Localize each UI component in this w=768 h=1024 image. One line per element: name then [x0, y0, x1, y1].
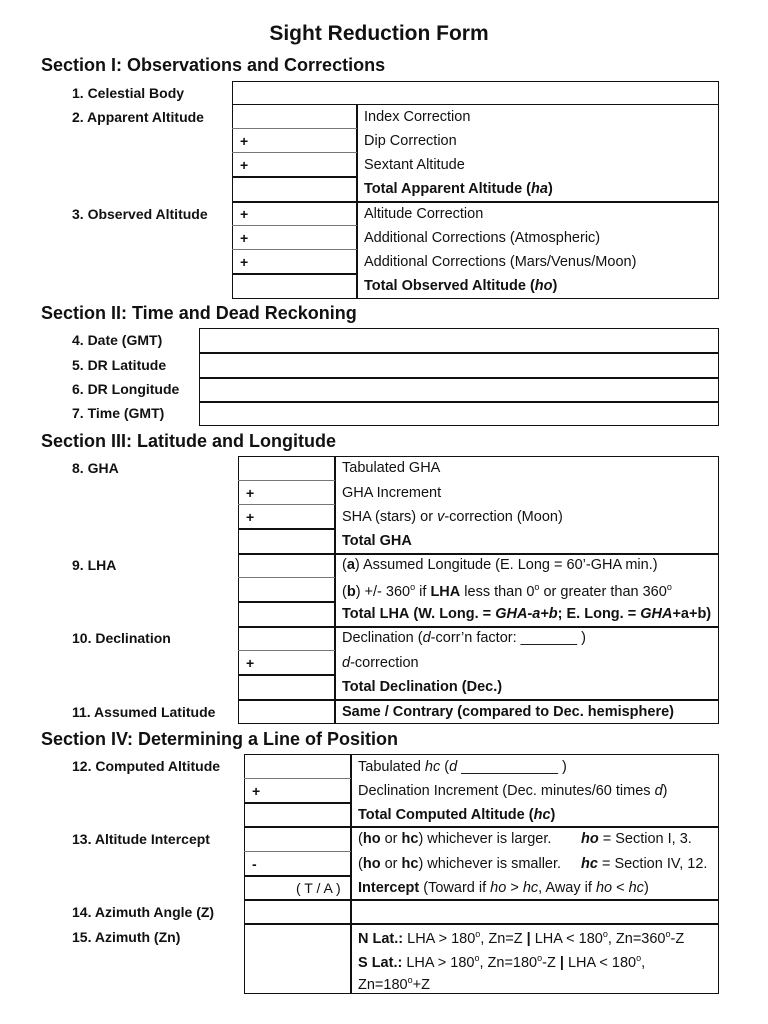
plus-sign: +: [240, 206, 249, 222]
sha-correction-label: SHA (stars) or v-correction (Moon): [342, 509, 563, 525]
gha-increment-label: GHA Increment: [342, 485, 442, 501]
label-computed-altitude: 12. Computed Altitude: [72, 758, 221, 774]
label-assumed-latitude: 11. Assumed Latitude: [72, 704, 216, 720]
toward-away-marker: ( T / A ): [296, 880, 341, 896]
s-lat-rule: S Lat.: LHA > $180^o$, $Zn=180^o-Z$ | LHA < $180^o$,: [358, 953, 646, 971]
d-correction-label: d-correction: [342, 655, 419, 671]
total-declination-label: Total Declination (Dec.): [342, 679, 503, 695]
page-title: Sight Reduction Form: [269, 22, 489, 45]
altitude-correction-label: Altitude Correction: [364, 206, 484, 222]
label-time-gmt: 7. Time (GMT): [72, 405, 165, 421]
plus-sign: +: [240, 133, 249, 149]
s-lat-rule-continued: $Zn=180^o+Z$: [358, 975, 430, 993]
n-lat-rule: N Lat.: LHA > $180^o$, Zn=Z | LHA < $180^o$, $Zn=360^o-Z$: [358, 929, 685, 947]
label-observed-altitude: 3. Observed Altitude: [72, 206, 208, 222]
total-observed-altitude-label: Total Observed Altitude (ho): [364, 278, 558, 294]
date-gmt-field[interactable]: [201, 330, 717, 352]
label-celestial-body: 1. Celestial Body: [72, 85, 185, 101]
sextant-altitude-label: Sextant Altitude: [364, 157, 465, 173]
label-dr-longitude: 6. DR Longitude: [72, 381, 180, 397]
smaller-value-label: (ho or hc) whichever is smaller.: [358, 856, 562, 872]
total-computed-altitude-label: Total Computed Altitude (hc): [358, 807, 556, 823]
minus-sign: -: [252, 856, 257, 872]
larger-value-label: (ho or hc) whichever is larger.: [358, 831, 552, 847]
total-lha-label: Total LHA (W. Long. = GHA-a+b; E. Long. = GHA+a+b): [342, 606, 712, 622]
label-declination: 10. Declination: [72, 630, 171, 646]
plus-sign: +: [240, 157, 249, 173]
label-date-gmt: 4. Date (GMT): [72, 332, 163, 348]
label-dr-latitude: 5. DR Latitude: [72, 357, 167, 373]
tabulated-gha-label: Tabulated GHA: [342, 460, 441, 476]
plus-sign: +: [246, 509, 255, 525]
declination-increment-label: Declination Increment (Dec. minutes/60 times d): [358, 783, 668, 799]
tabulated-hc-label: Tabulated hc (d ____________ ): [358, 759, 567, 775]
ho-note: ho = Section I, 3.: [581, 831, 692, 847]
dr-latitude-field[interactable]: [201, 354, 717, 376]
plus-sign: +: [252, 783, 261, 799]
plus-sign: +: [246, 655, 255, 671]
label-azimuth-zn: 15. Azimuth (Zn): [72, 929, 181, 945]
section-2-heading: Section II: Time and Dead Reckoning: [41, 303, 357, 323]
time-gmt-field[interactable]: [201, 403, 717, 425]
plus-sign: +: [240, 254, 249, 270]
same-contrary-label: Same / Contrary (compared to Dec. hemisphere): [342, 704, 674, 720]
section-1-heading: Section I: Observations and Corrections: [41, 55, 386, 75]
dip-correction-label: Dip Correction: [364, 133, 457, 149]
declination-factor-label: Declination (d-corr’n factor: _______ ): [342, 630, 586, 646]
additional-corrections-mvm-label: Additional Corrections (Mars/Venus/Moon): [364, 254, 637, 270]
label-altitude-intercept: 13. Altitude Intercept: [72, 831, 210, 847]
total-gha-label: Total GHA: [342, 533, 412, 549]
section-3-heading: Section III: Latitude and Longitude: [41, 431, 336, 451]
plus-sign: +: [246, 485, 255, 501]
section-4-heading: Section IV: Determining a Line of Position: [41, 729, 399, 749]
label-apparent-altitude: 2. Apparent Altitude: [72, 109, 204, 125]
label-azimuth-angle: 14. Azimuth Angle (Z): [72, 904, 215, 920]
plus-sign: +: [240, 230, 249, 246]
additional-corrections-atmospheric-label: Additional Corrections (Atmospheric): [364, 230, 601, 246]
label-gha: 8. GHA: [72, 460, 119, 476]
total-apparent-altitude-label: Total Apparent Altitude (ha): [364, 181, 553, 197]
label-lha: 9. LHA: [72, 557, 117, 573]
index-correction-label: Index Correction: [364, 109, 471, 125]
hc-note: hc = Section IV, 12.: [581, 856, 708, 872]
dr-longitude-field[interactable]: [201, 379, 717, 401]
celestial-body-field[interactable]: [232, 81, 719, 105]
intercept-label: Intercept (Toward if ho > hc, Away if ho < hc): [358, 880, 649, 896]
lha-step-a-label: (a) Assumed Longitude (E. Long = 60’-GHA min.): [342, 557, 658, 573]
lha-step-b-label: (b) +/- 360$^o$ if LHA less than 0$^o$ or greater than 360$^o$: [342, 582, 672, 600]
